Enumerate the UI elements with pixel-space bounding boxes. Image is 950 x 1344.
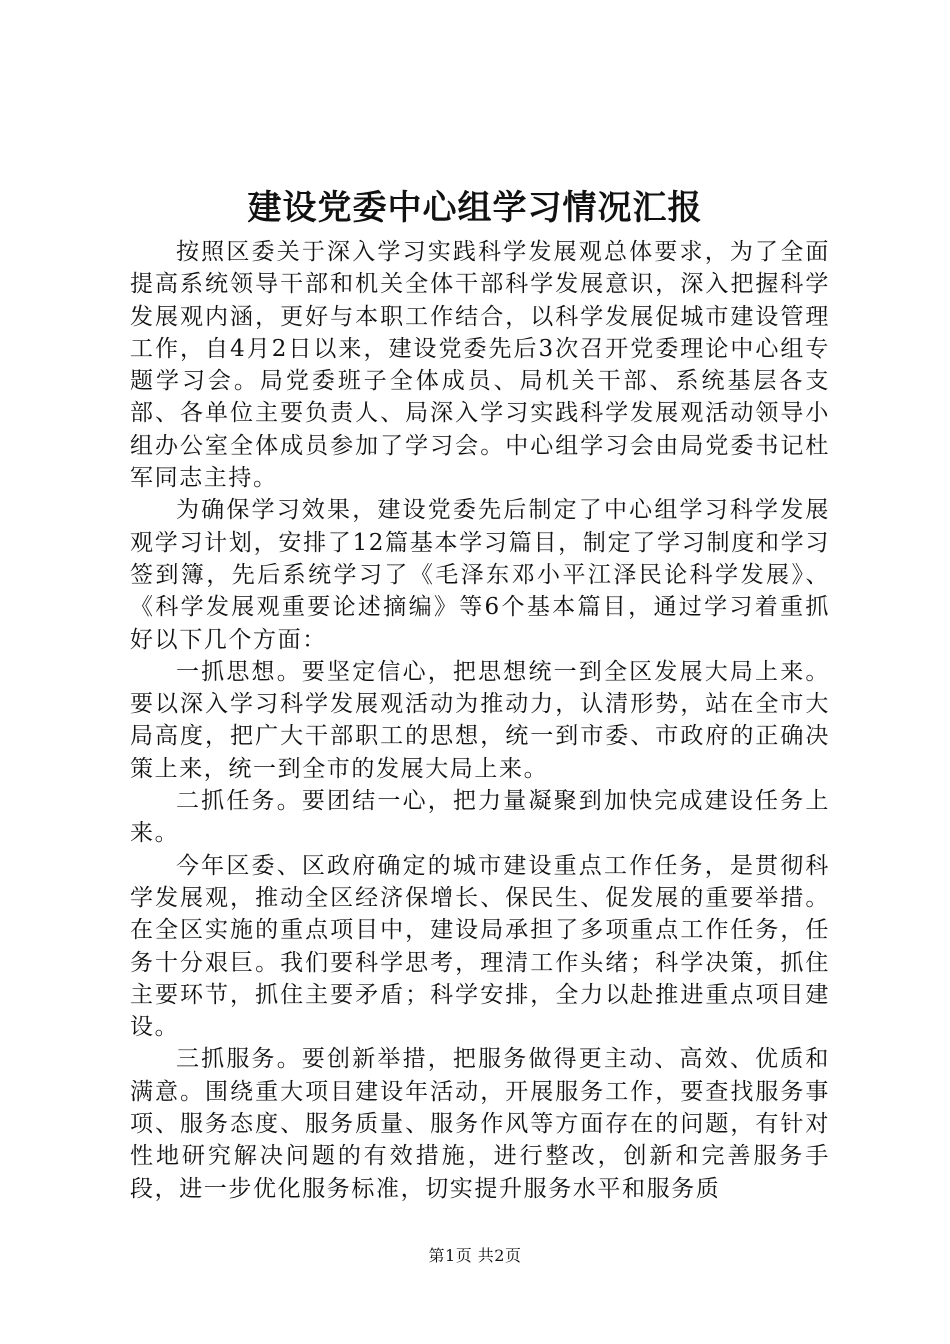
paragraph-study-plan: 为确保学习效果，建设党委先后制定了中心组学习科学发展观学习计划，安排了12篇基本学习篇目，制定了学习制度和学习签到簿，先后系统学习了《毛泽东邓小平江泽民论科学发展》、《科学发展观重要论述摘编》等6个基本篇目，通过学习着重抓好以下几个方面：: [130, 497, 830, 653]
paragraph-thought: 一抓思想。要坚定信心，把思想统一到全区发展大局上来。要以深入学习科学发展观活动为推动力，认清形势，站在全市大局高度，把广大干部职工的思想，统一到市委、市政府的正确决策上来，统一到全市的发展大局上来。: [130, 658, 830, 782]
paragraph-service: 三抓服务。要创新举措，把服务做得更主动、高效、优质和满意。围绕重大项目建设年活动，开展服务工作，要查找服务事项、服务态度、服务质量、服务作风等方面存在的问题，有针对性地研究解决问题的有效措施，进行整改，创新和完善服务手段，进一步优化服务标准，切实提升服务水平和服务质: [130, 1046, 830, 1202]
paragraph-task: 二抓任务。要团结一心，把力量凝聚到加快完成建设任务上来。: [130, 788, 830, 847]
document-body: [130, 236, 830, 1205]
document-title: 建设党委中心组学习情况汇报: [247, 188, 703, 228]
paragraph-key-projects: 今年区委、区政府确定的城市建设重点工作任务，是贯彻科学发展观，推动全区经济保增长、保民生、促发展的重要举措。在全区实施的重点项目中，建设局承担了多项重点工作任务，任务十分艰巨。我们要科学思考，理清工作头绪；科学决策，抓住主要环节，抓住主要矛盾；科学安排，全力以赴推进重点项目建设。: [130, 852, 830, 1041]
paragraph-intro: 按照区委关于深入学习实践科学发展观总体要求，为了全面提高系统领导干部和机关全体干部科学发展意识，深入把握科学发展观内涵，更好与本职工作结合，以科学发展促城市建设管理工作，自4月2日以来，建设党委先后3次召开党委理论中心组专题学习会。局党委班子全体成员、局机关干部、系统基层各支部、各单位主要负责人、局深入学习实践科学发展观活动领导小组办公室全体成员参加了学习会。中心组学习会由局党委书记杜军同志主持。: [130, 239, 830, 492]
page-number-footer: 第1页 共2页: [428, 1246, 522, 1265]
